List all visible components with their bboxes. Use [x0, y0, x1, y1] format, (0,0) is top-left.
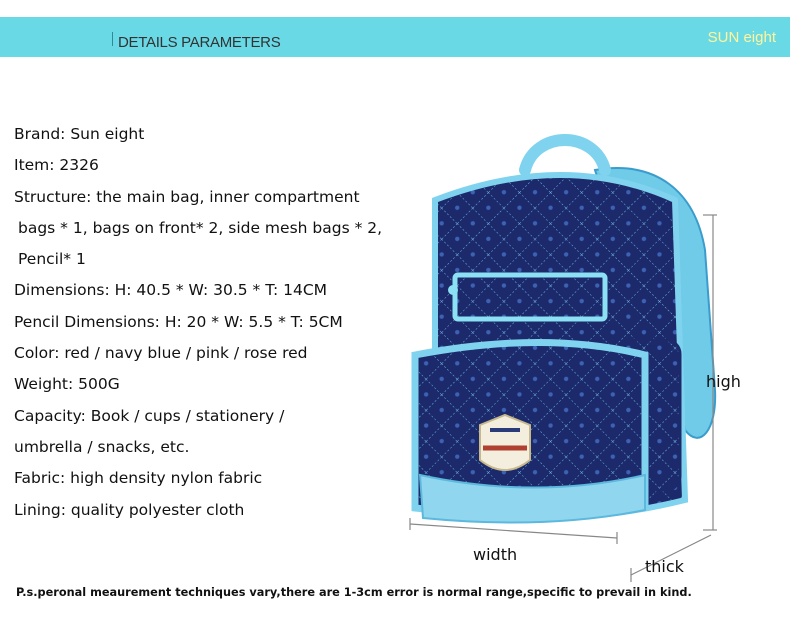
title-marker — [112, 32, 113, 46]
footnote: P.s.peronal meaurement techniques vary,there are 1-3cm error is normal range,specific to prevail in kind. — [16, 586, 692, 599]
spec-item: Item: 2326 — [14, 156, 99, 175]
width-label: width — [473, 545, 518, 564]
page-title: DETAILS PARAMETERS — [118, 34, 281, 51]
spec-pencil-dimensions: Pencil Dimensions: H: 20 * W: 5.5 * T: 5CM — [14, 312, 343, 331]
spec-fabric: Fabric: high density nylon fabric — [14, 469, 263, 488]
thick-label: thick — [645, 557, 684, 576]
spec-structure-cont: bags * 1, bags on front* 2, side mesh bags * 2, — [18, 218, 383, 237]
top-handle — [525, 140, 605, 170]
spec-structure: Structure: the main bag, inner compartment — [14, 187, 360, 206]
spec-dimensions: Dimensions: H: 40.5 * W: 30.5 * T: 14CM — [14, 281, 328, 300]
width-arrow — [410, 524, 617, 538]
backpack-image — [395, 130, 725, 590]
header-banner — [0, 17, 790, 57]
zipper-pull — [448, 285, 458, 295]
brand-mark: SUN eight — [707, 29, 776, 46]
spec-list — [14, 122, 382, 529]
spec-structure-pencil: Pencil* 1 — [18, 250, 86, 269]
spec-brand: Brand: Sun eight — [14, 125, 145, 143]
spec-weight: Weight: 500G — [14, 375, 120, 394]
spec-capacity-cont: umbrella / snacks, etc. — [14, 437, 190, 456]
spec-lining: Lining: quality polyester cloth — [14, 500, 245, 519]
badge-icon — [480, 415, 530, 470]
spec-capacity: Capacity: Book / cups / stationery / — [14, 406, 285, 425]
spec-color: Color: red / navy blue / pink / rose red — [14, 344, 308, 363]
high-label: high — [706, 372, 741, 391]
